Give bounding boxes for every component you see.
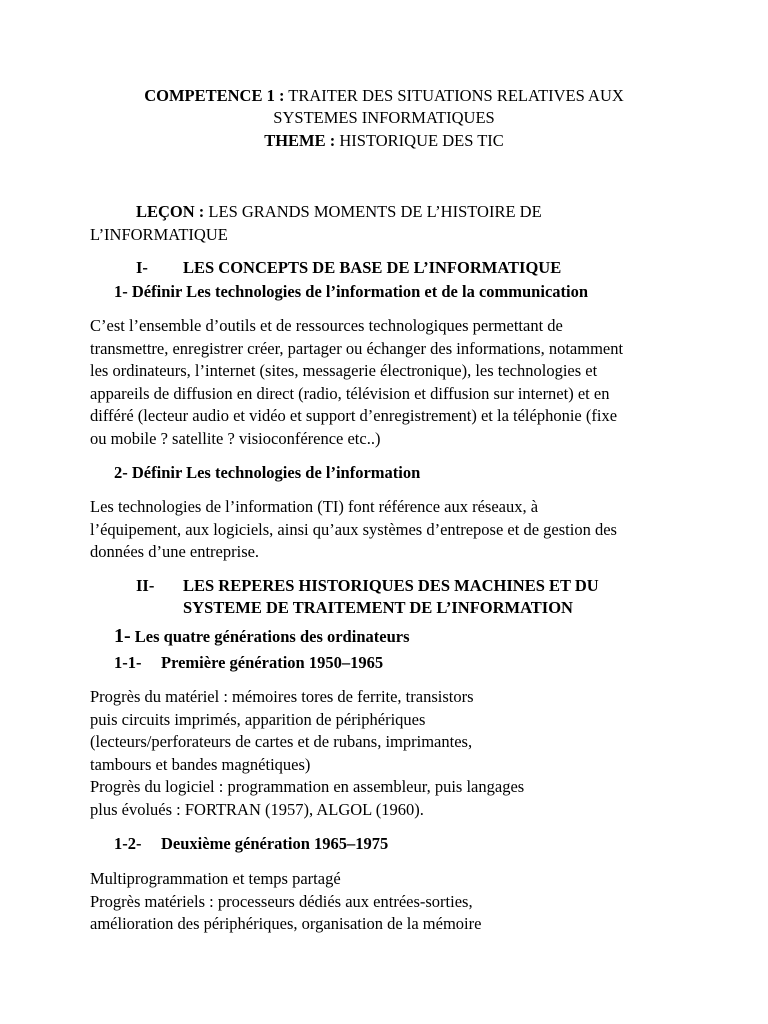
section-2-number: II- <box>136 576 155 595</box>
lesson-label: LEÇON : <box>136 202 205 221</box>
paragraph-line: l’équipement, aux logiciels, ainsi qu’aux systèmes d’entrepose et de gestion des <box>90 519 617 539</box>
section-1-number: I- <box>136 258 148 277</box>
paragraph-line: les ordinateurs, l’internet (sites, messagerie électronique), les technologies et <box>90 361 598 381</box>
paragraph-line: Multiprogrammation et temps partagé <box>90 869 341 888</box>
paragraph-line: transmettre, enregistrer créer, partager ou échanger des informations, notamment <box>90 338 624 358</box>
ticket-definition-paragraph <box>90 315 623 451</box>
theme-text: HISTORIQUE DES TIC <box>339 131 504 150</box>
theme-line <box>0 131 768 151</box>
paragraph-line: amélioration des périphériques, organisation de la mémoire <box>90 914 482 934</box>
subsection-2-title: Définir Les technologies de l’information <box>131 463 421 482</box>
section-1-title: LES CONCEPTS DE BASE DE L’INFORMATIQUE <box>183 258 562 277</box>
lesson-line-2: L’INFORMATIQUE <box>90 225 228 244</box>
subsection-1-number: 1- <box>114 282 128 301</box>
generation-1-paragraph <box>90 686 524 822</box>
paragraph-line: données d’une entreprise. <box>90 542 260 562</box>
paragraph-line: différé (lecteur audio et vidéo et support d’enregistrement) et la téléphonie (fixe <box>90 406 618 426</box>
paragraph-line: Progrès du matériel : mémoires tores de ferrite, transistors <box>90 687 474 706</box>
paragraph-line: puis circuits imprimés, apparition de périphériques <box>90 709 426 729</box>
subsection-2-heading <box>114 463 420 483</box>
competence-line <box>0 86 768 106</box>
subsection-1-title: Définir Les technologies de l’information et de la communication <box>131 282 589 301</box>
generations-number: 1- <box>114 625 131 647</box>
section-2-title: LES REPERES HISTORIQUES DES MACHINES ET DU <box>183 576 599 595</box>
ti-definition-paragraph <box>90 496 617 564</box>
generation-1-number: 1-1- <box>114 653 142 672</box>
competence-label: COMPETENCE 1 : <box>144 86 285 105</box>
competence-text: TRAITER DES SITUATIONS RELATIVES AUX <box>288 86 624 105</box>
subsection-1-heading <box>114 282 588 302</box>
lesson-line <box>136 202 542 222</box>
lesson-text: LES GRANDS MOMENTS DE L’HISTOIRE DE <box>208 202 542 221</box>
paragraph-line: tambours et bandes magnétiques) <box>90 754 311 774</box>
subsection-2-number: 2- <box>114 463 128 482</box>
paragraph-line: plus évolués : FORTRAN (1957), ALGOL (1960). <box>90 799 424 819</box>
generation-2-paragraph <box>90 868 481 936</box>
generations-heading <box>114 625 410 648</box>
generation-1-title: Première génération 1950–1965 <box>161 653 384 672</box>
generations-title: Les quatre générations des ordinateurs <box>134 627 410 646</box>
paragraph-line: Progrès du logiciel : programmation en assembleur, puis langages <box>90 777 525 797</box>
paragraph-line: C’est l’ensemble d’outils et de ressources technologiques permettant de <box>90 316 563 335</box>
generation-2-number: 1-2- <box>114 834 142 853</box>
section-2-title-line-2: SYSTEME DE TRAITEMENT DE L’INFORMATION <box>183 598 573 617</box>
competence-line-2: SYSTEMES INFORMATIQUES <box>273 108 495 127</box>
paragraph-line: appareils de diffusion en direct (radio, télévision et diffusion sur internet) et en <box>90 383 610 403</box>
paragraph-line: Progrès matériels : processeurs dédiés aux entrées-sorties, <box>90 891 473 911</box>
paragraph-line: (lecteurs/perforateurs de cartes et de rubans, imprimantes, <box>90 732 473 752</box>
theme-label: THEME : <box>264 131 336 150</box>
paragraph-line: ou mobile ? satellite ? visioconférence etc..) <box>90 428 381 448</box>
paragraph-line: Les technologies de l’information (TI) font référence aux réseaux, à <box>90 497 539 516</box>
generation-2-title: Deuxième génération 1965–1975 <box>161 834 389 853</box>
